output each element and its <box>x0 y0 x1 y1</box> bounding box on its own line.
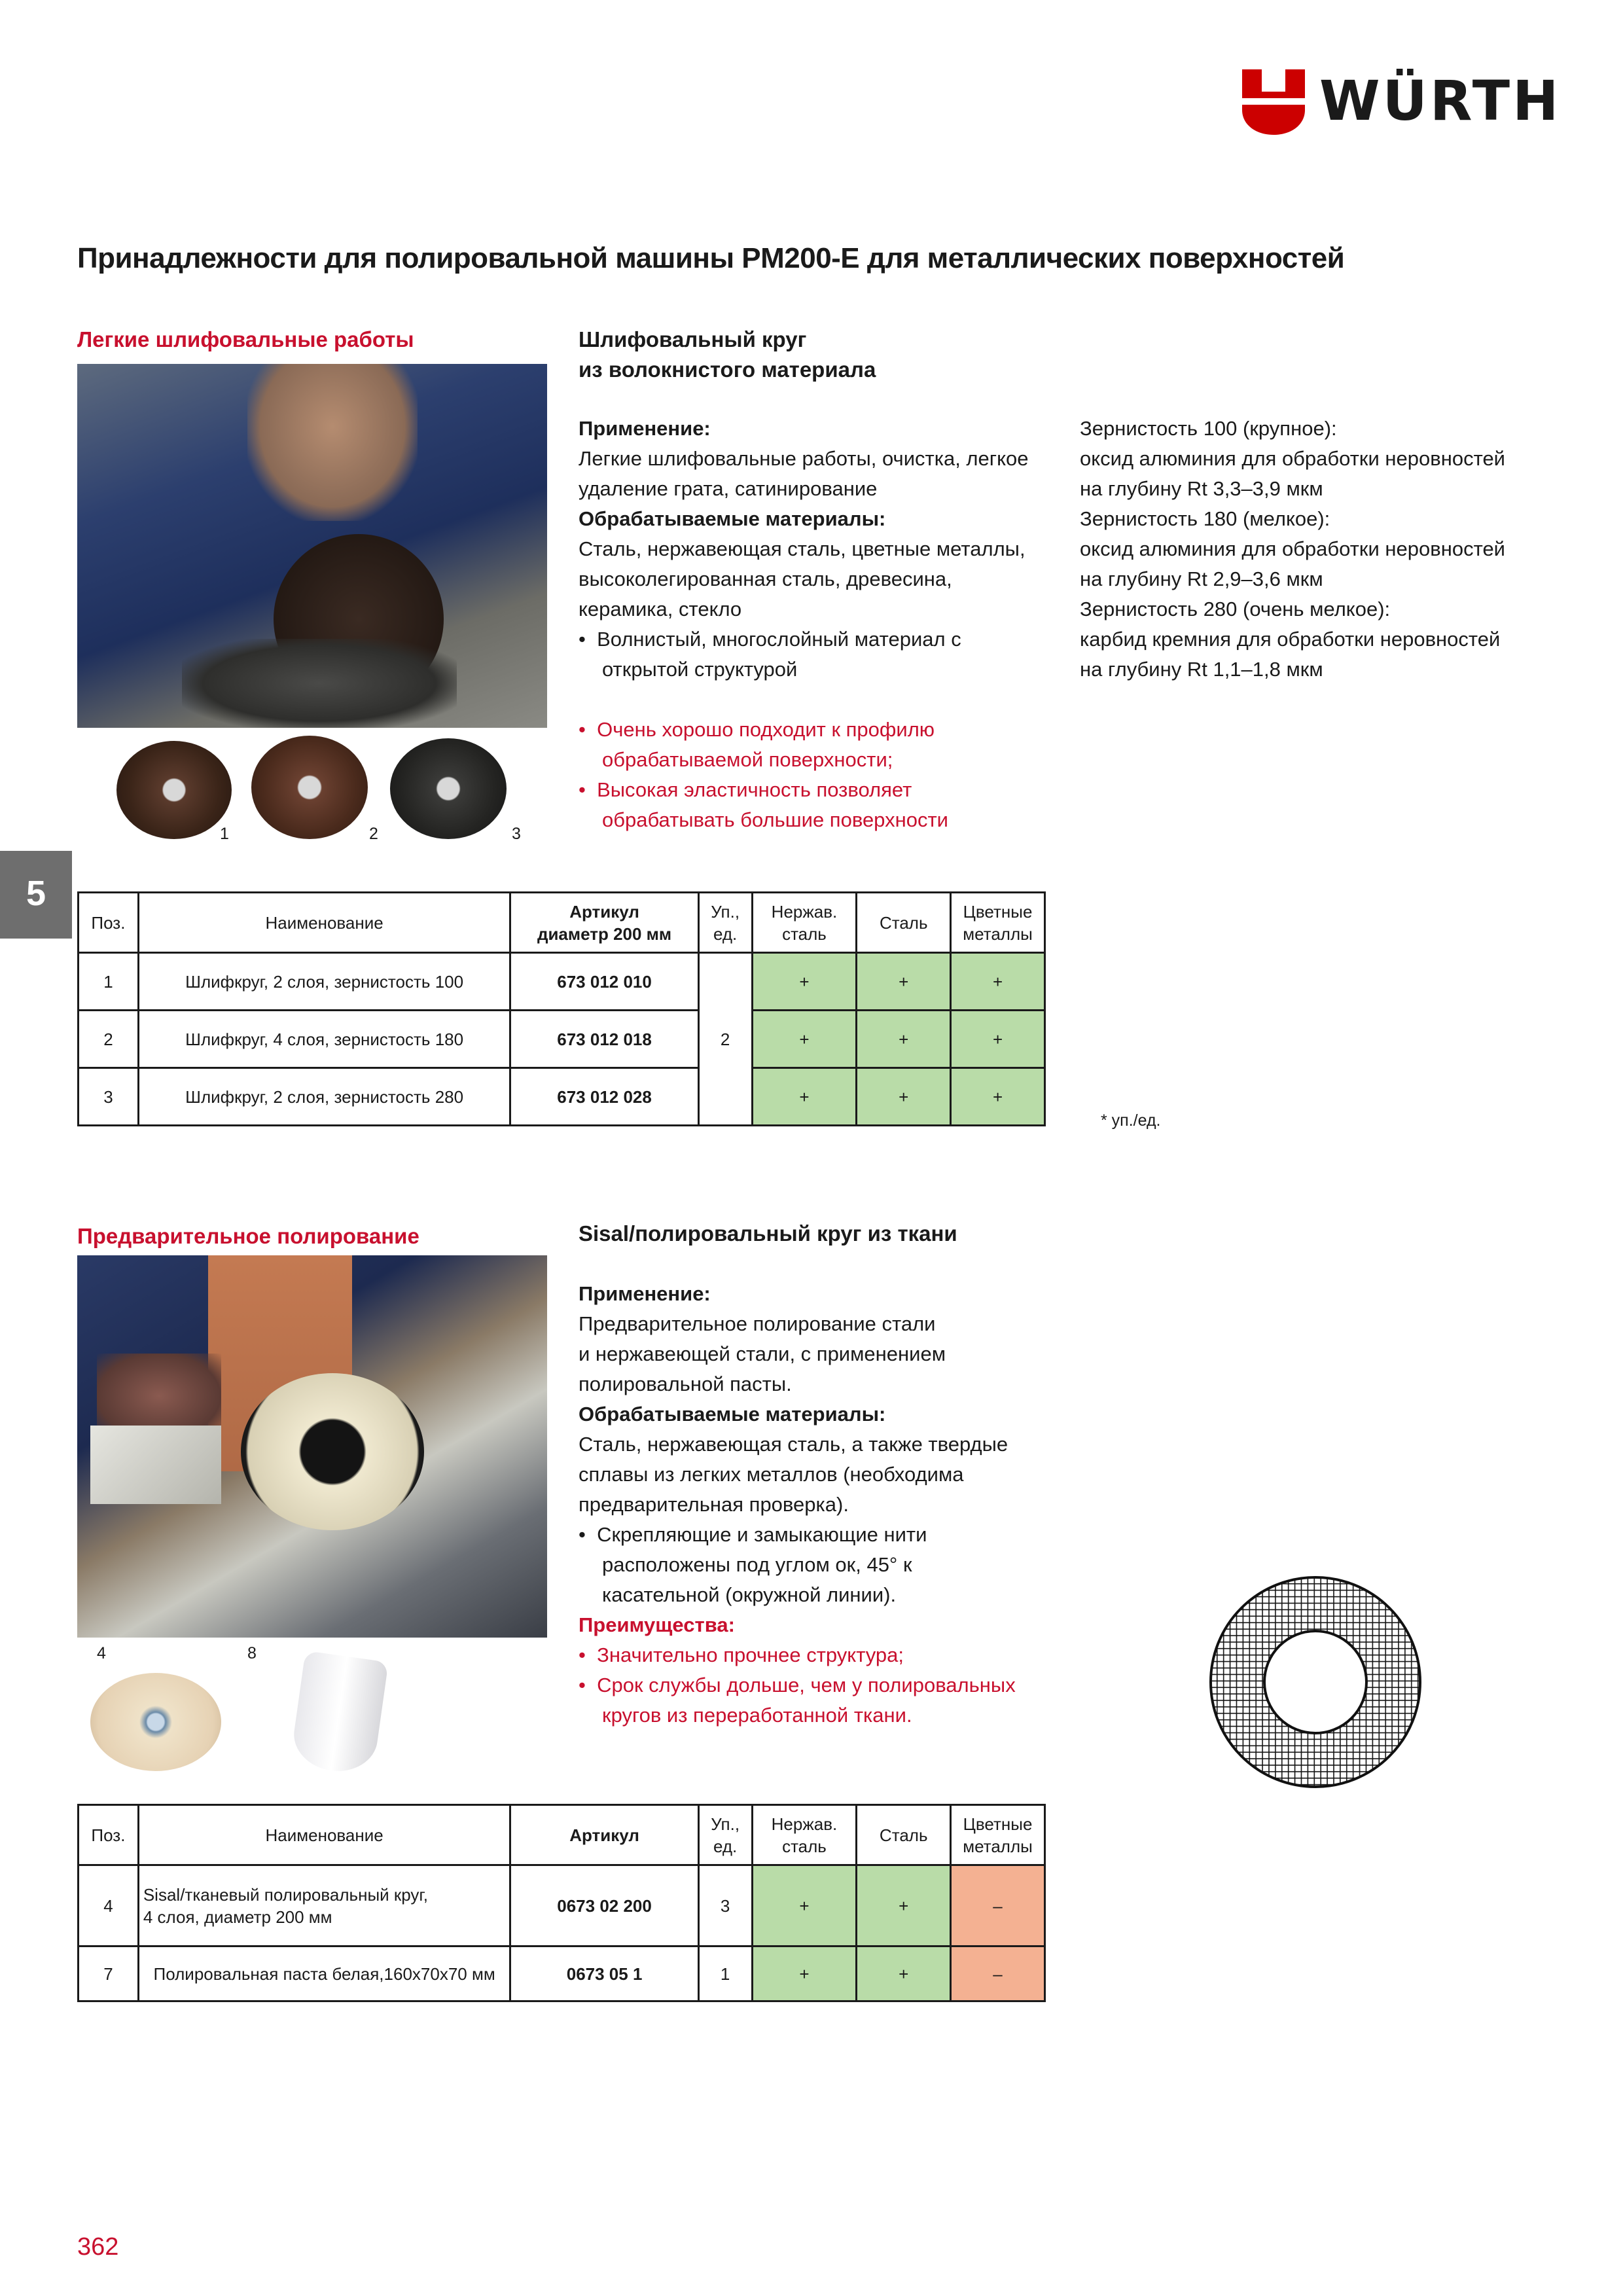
section2-description <box>579 1279 1076 1731</box>
page-title: Принадлежности для полировальной машины PM200-E для металлических поверхностей <box>77 242 1345 274</box>
grit-text: Зернистость 180 (мелкое): <box>1080 507 1330 530</box>
application-text: и нержавеющей стали, с применением <box>579 1342 946 1365</box>
cell-article: 673 012 018 <box>510 1011 698 1068</box>
grit-text: на глубину Rt 1,1–1,8 мкм <box>1080 658 1323 681</box>
disc-2-image <box>251 736 368 839</box>
cell-name: Шлифкруг, 4 слоя, зернистость 180 <box>138 1011 510 1068</box>
cell-pack: 1 <box>698 1946 752 2001</box>
header-nonferrous-line: металлы <box>963 1836 1033 1856</box>
materials-text: сплавы из легких металлов (необходима <box>579 1463 964 1486</box>
grit-description <box>1080 414 1577 685</box>
advantage-text: обрабатывать большие поверхности <box>602 808 948 831</box>
header-steel: Сталь <box>857 893 951 953</box>
cell-stainless: + <box>752 1865 857 1946</box>
section2-product-table <box>77 1804 1046 2002</box>
header-pack <box>698 893 752 953</box>
cell-steel: + <box>857 1865 951 1946</box>
bullet-text: касательной (окружной линии). <box>602 1583 897 1606</box>
table-row <box>79 1011 1045 1068</box>
cell-name-line: 4 слоя, диаметр 200 мм <box>143 1907 332 1927</box>
bullet-text: Волнистый, многослойный материал с <box>597 628 961 651</box>
advantage-text: Высокая эластичность позволяет <box>597 778 912 801</box>
cell-nonferrous: – <box>951 1865 1045 1946</box>
wurth-logo-mark-icon <box>1242 69 1305 135</box>
disc-1-image <box>116 741 232 839</box>
advantage-bullet: • Высокая эластичность позволяет обрабатывать большие поверхности <box>579 775 1063 835</box>
header-pack-line: Уп., <box>711 1814 740 1834</box>
cell-name <box>138 1946 510 2001</box>
header-article-line: диаметр 200 мм <box>537 924 672 944</box>
advantage-text: кругов из переработанной ткани. <box>602 1704 912 1727</box>
cell-name: Шлифкруг, 2 слоя, зернистость 280 <box>138 1068 510 1126</box>
materials-text: предварительная проверка). <box>579 1493 849 1516</box>
disc-label: 3 <box>512 825 521 843</box>
brand-name: WÜRTH <box>1319 69 1561 133</box>
header-article-line: Артикул <box>569 901 639 922</box>
cell-stainless: + <box>752 1068 857 1126</box>
item-label: 4 <box>97 1644 106 1662</box>
cell-nonferrous: + <box>951 953 1045 1011</box>
disc-3-image <box>390 738 507 839</box>
table-row <box>79 953 1045 1011</box>
grit-text: карбид кремния для обработки неровностей <box>1080 628 1501 651</box>
application-label: Применение: <box>579 417 711 440</box>
header-pack-line: Уп., <box>711 901 740 922</box>
advantages-label: Преимущества: <box>579 1613 735 1636</box>
header-pack-line: ед. <box>713 1836 738 1856</box>
bullet-text: Скрепляющие и замыкающие нити <box>597 1523 927 1546</box>
cell-stainless: + <box>752 1946 857 2001</box>
cell-pos: 4 <box>79 1865 139 1946</box>
header-pack <box>698 1805 752 1865</box>
cell-name <box>138 1865 510 1946</box>
header-name: Наименование <box>138 893 510 953</box>
section2-photo <box>77 1255 547 1638</box>
cell-pos: 2 <box>79 1011 139 1068</box>
product-title-line: из волокнистого материала <box>579 357 876 382</box>
wurth-logo <box>1242 63 1563 143</box>
materials-label: Обрабатываемые материалы: <box>579 1403 886 1426</box>
materials-text: высоколегированная сталь, древесина, <box>579 567 952 590</box>
table-row <box>79 1068 1045 1126</box>
header-stainless-line: Нержав. <box>771 1814 838 1834</box>
cell-nonferrous: + <box>951 1068 1045 1126</box>
advantage-bullet: • Значительно прочнее структура; <box>579 1643 904 1666</box>
cell-steel: + <box>857 953 951 1011</box>
cell-pos: 7 <box>79 1946 139 2001</box>
materials-label: Обрабатываемые материалы: <box>579 507 886 530</box>
product-title-line: Шлифовальный круг <box>579 327 807 351</box>
cell-name: Шлифкруг, 2 слоя, зернистость 100 <box>138 953 510 1011</box>
grit-text: Зернистость 280 (очень мелкое): <box>1080 598 1391 620</box>
header-stainless <box>752 893 857 953</box>
section2-product-title: Sisal/полировальный круг из ткани <box>579 1221 957 1246</box>
footnote: * уп./ед. <box>1101 1111 1161 1130</box>
application-text: полировальной пасты. <box>579 1372 792 1395</box>
feature-bullet: • Скрепляющие и замыкающие нити расположены под углом ок, 45° к касательной (окружной линии). <box>579 1520 1076 1610</box>
cell-steel: + <box>857 1011 951 1068</box>
cell-article: 673 012 028 <box>510 1068 698 1126</box>
materials-text: керамика, стекло <box>579 598 742 620</box>
grit-text: на глубину Rt 3,3–3,9 мкм <box>1080 477 1323 500</box>
cell-pack: 3 <box>698 1865 752 1946</box>
section1-description <box>579 414 1063 835</box>
table-header-row <box>79 893 1045 953</box>
grit-text: Зернистость 100 (крупное): <box>1080 417 1337 440</box>
materials-text: Сталь, нержавеющая сталь, а также твердые <box>579 1433 1008 1456</box>
item-label: 8 <box>247 1644 257 1662</box>
cell-stainless: + <box>752 953 857 1011</box>
application-label: Применение: <box>579 1282 711 1305</box>
advantage-text: Значительно прочнее структура; <box>597 1643 904 1666</box>
cell-article: 0673 05 1 <box>510 1946 698 2001</box>
page-number: 362 <box>77 2233 119 2261</box>
cell-steel: + <box>857 1068 951 1126</box>
cell-article: 673 012 010 <box>510 953 698 1011</box>
bullet-text: открытой структурой <box>602 658 798 681</box>
header-pos: Поз. <box>79 893 139 953</box>
header-article <box>510 893 698 953</box>
grit-text: на глубину Rt 2,9–3,6 мкм <box>1080 567 1323 590</box>
chapter-tab-number: 5 <box>26 874 46 913</box>
advantage-text: обрабатываемой поверхности; <box>602 748 893 771</box>
section1-photo <box>77 364 547 728</box>
header-nonferrous <box>951 893 1045 953</box>
table-row <box>79 1865 1045 1946</box>
chapter-tab <box>0 851 72 939</box>
advantage-bullet: • Очень хорошо подходит к профилю обрабатываемой поверхности; <box>579 715 1063 775</box>
cell-steel: + <box>857 1946 951 2001</box>
header-pos: Поз. <box>79 1805 139 1865</box>
cell-pos: 1 <box>79 953 139 1011</box>
section1-product-title <box>579 325 876 385</box>
materials-text: Сталь, нержавеющая сталь, цветные металлы, <box>579 537 1026 560</box>
section1-heading: Легкие шлифовальные работы <box>77 327 414 351</box>
header-nonferrous <box>951 1805 1045 1865</box>
table-row <box>79 1946 1045 2001</box>
section1-product-table <box>77 891 1046 1126</box>
application-text: Предварительное полирование стали <box>579 1312 936 1335</box>
grit-text: оксид алюминия для обработки неровностей <box>1080 537 1506 560</box>
advantage-text: Срок службы дольше, чем у полировальных <box>597 1674 1016 1696</box>
header-nonferrous-line: Цветные <box>963 901 1033 922</box>
disc-label: 1 <box>220 825 229 843</box>
header-stainless-line: сталь <box>782 924 827 944</box>
header-steel: Сталь <box>857 1805 951 1865</box>
cell-name-line: Полировальная паста белая,160x70x70 мм <box>153 1964 495 1984</box>
cell-name-line: Sisal/тканевый полировальный круг, <box>143 1884 428 1905</box>
advantage-bullet: • Срок службы дольше, чем у полировальных кругов из переработанной ткани. <box>579 1670 1076 1731</box>
application-text: Легкие шлифовальные работы, очистка, легкое <box>579 447 1029 470</box>
header-stainless-line: Нержав. <box>771 901 838 922</box>
table-header-row <box>79 1805 1045 1865</box>
header-nonferrous-line: Цветные <box>963 1814 1033 1834</box>
grit-text: оксид алюминия для обработки неровностей <box>1080 447 1506 470</box>
advantage-text: Очень хорошо подходит к профилю <box>597 718 935 741</box>
section2-heading: Предварительное полирование <box>77 1224 419 1248</box>
feature-bullet: • Волнистый, многослойный материал с открытой структурой <box>579 624 1063 685</box>
header-stainless <box>752 1805 857 1865</box>
application-text: удаление грата, сатинирование <box>579 477 878 500</box>
header-nonferrous-line: металлы <box>963 924 1033 944</box>
sisal-disc-image <box>90 1673 221 1771</box>
cell-nonferrous: + <box>951 1011 1045 1068</box>
sisal-weave-diagram <box>1204 1571 1427 1793</box>
cell-pack: 2 <box>698 953 752 1126</box>
disc-label: 2 <box>369 825 378 843</box>
header-article: Артикул <box>510 1805 698 1865</box>
cell-article: 0673 02 200 <box>510 1865 698 1946</box>
bullet-text: расположены под углом ок, 45° к <box>602 1553 912 1576</box>
polishing-paste-image <box>289 1651 388 1776</box>
header-pack-line: ед. <box>713 924 738 944</box>
header-stainless-line: сталь <box>782 1836 827 1856</box>
cell-pos: 3 <box>79 1068 139 1126</box>
header-name: Наименование <box>138 1805 510 1865</box>
cell-stainless: + <box>752 1011 857 1068</box>
cell-nonferrous: – <box>951 1946 1045 2001</box>
